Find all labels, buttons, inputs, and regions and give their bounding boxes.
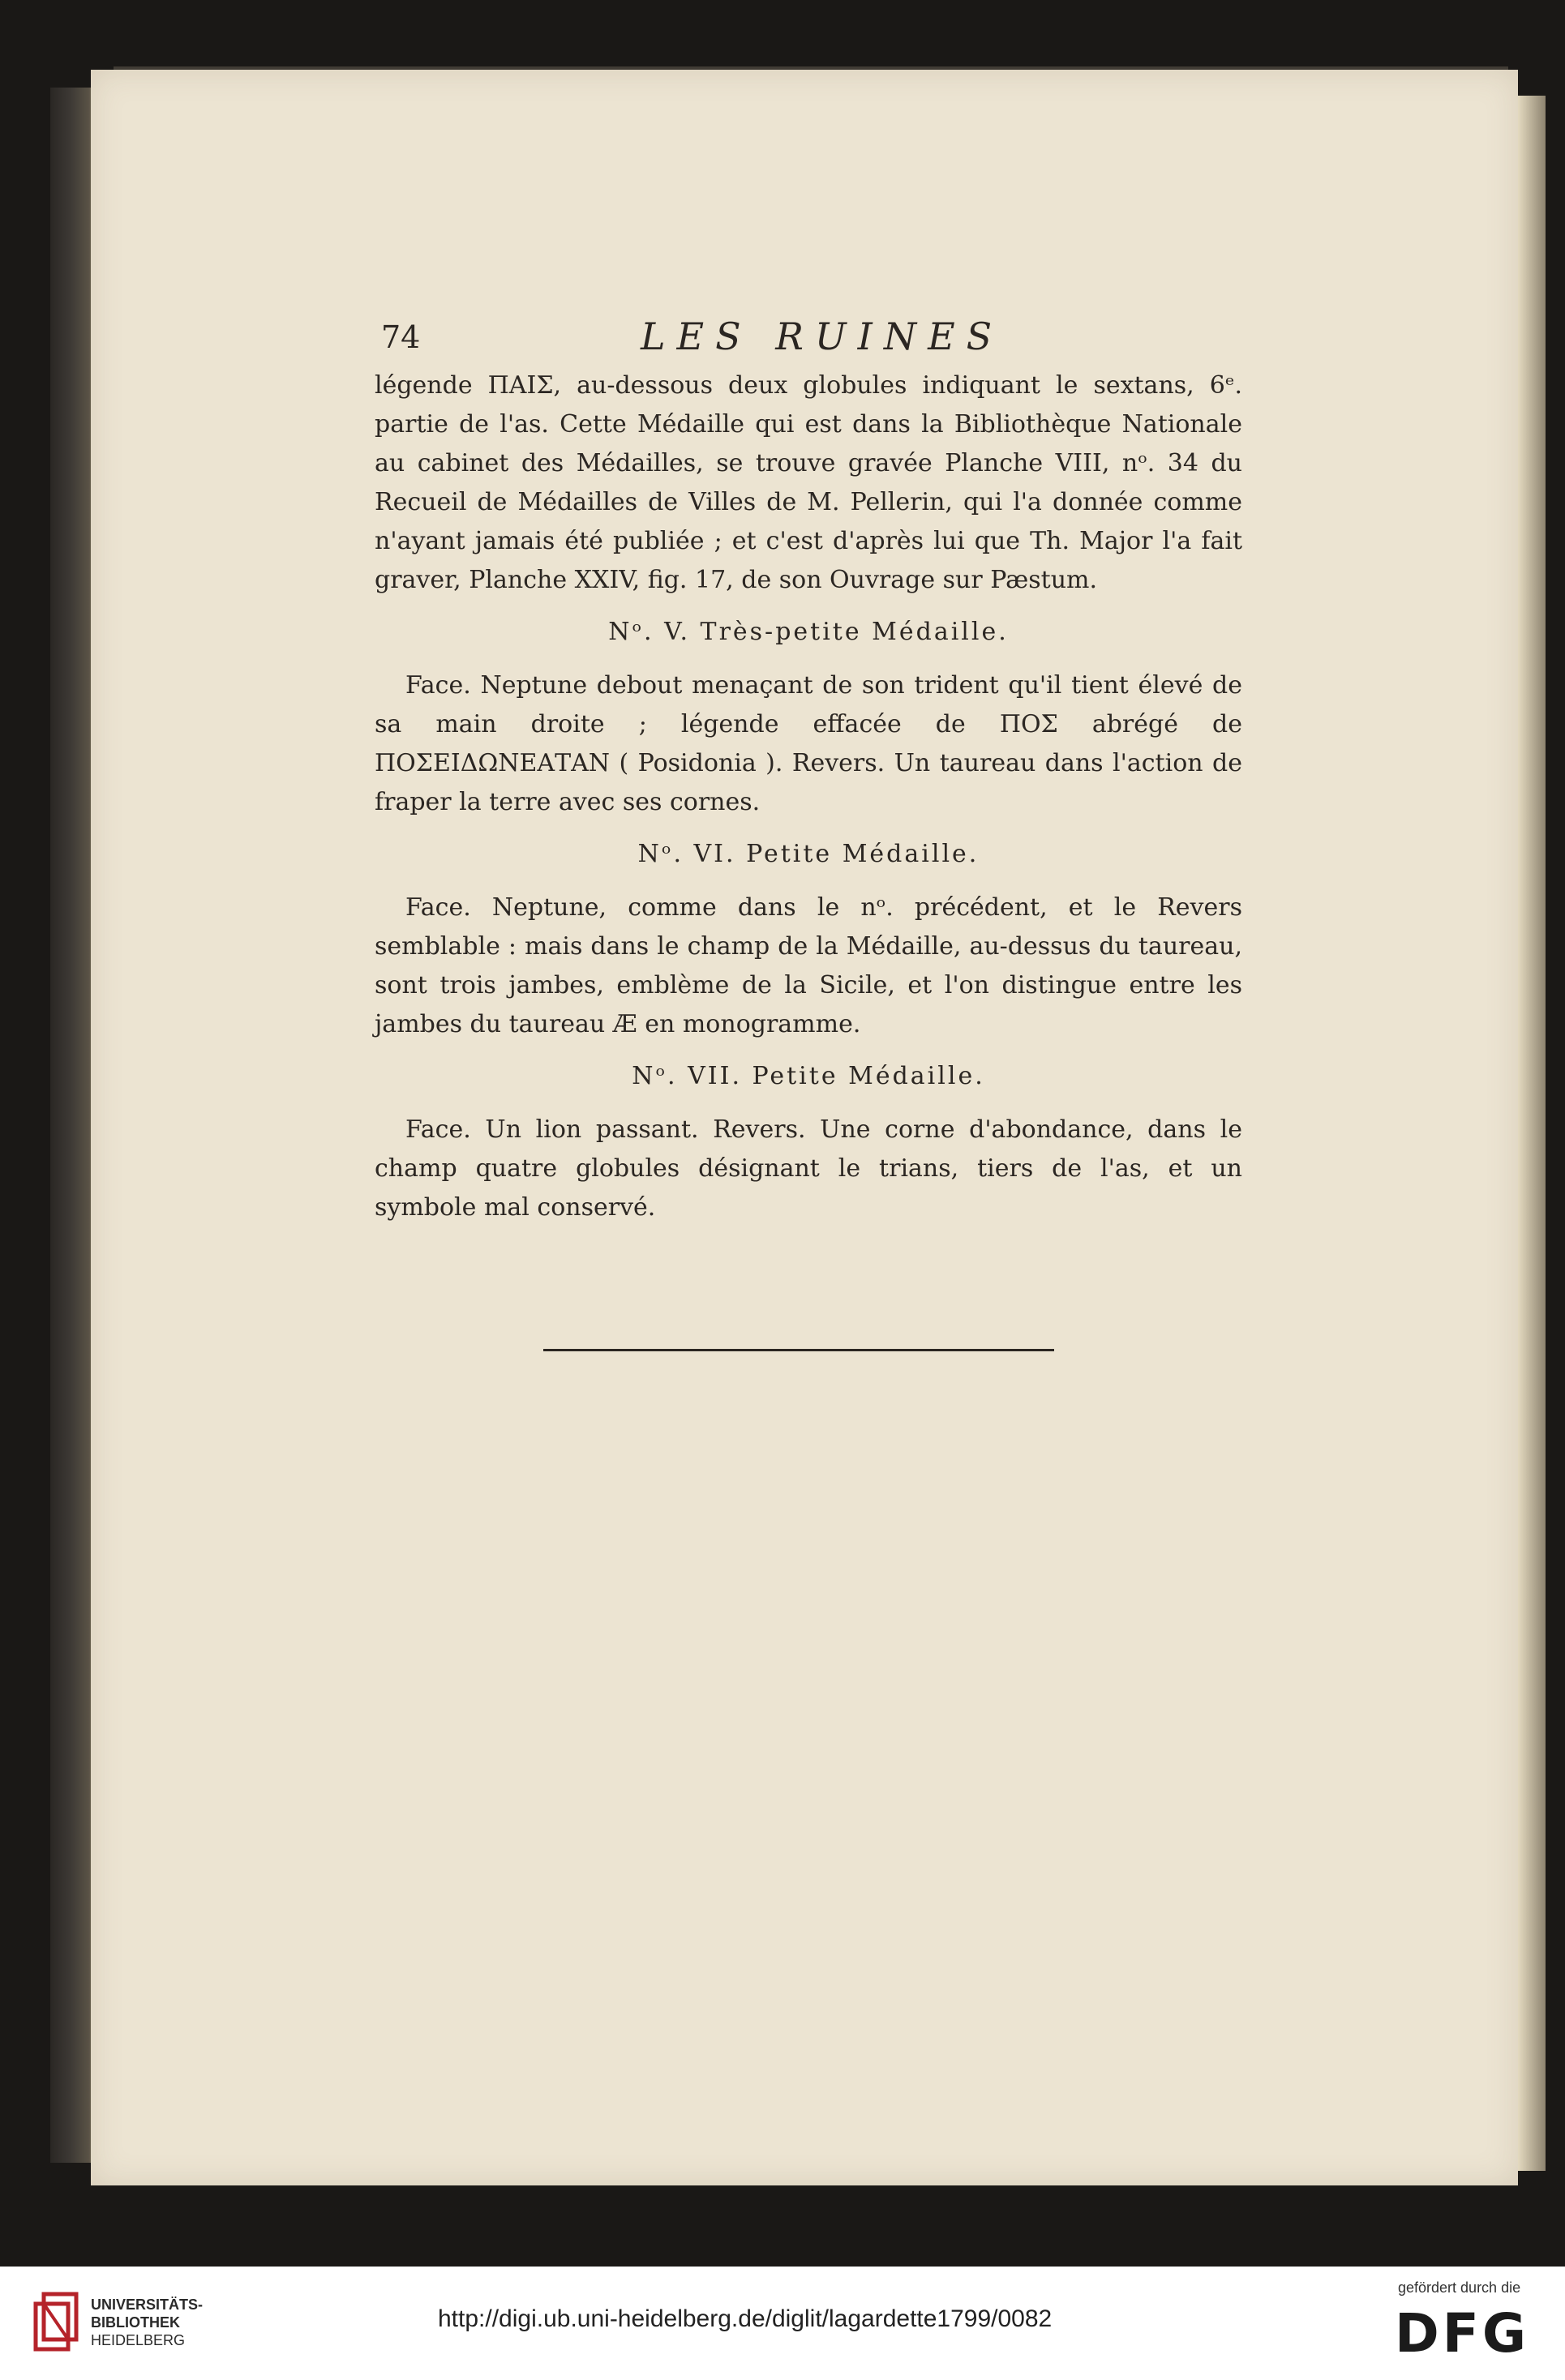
- running-head: [381, 315, 1257, 363]
- end-rule: [543, 1349, 1054, 1351]
- section-heading-v: Nᵒ. V. Très-petite Médaille.: [608, 618, 1009, 646]
- paragraph-medal-v: Face. Neptune debout menaçant de son trident qu'il tient élevé de sa main droite ; légende effacée de ΠΟΣ abrégé de ΠΟΣΕΙΔΩΝΕΑΤΑΝ ( Posidonia ). Revers. Un taureau dans l'action de fraper la terre avec ses cornes.: [375, 671, 1242, 816]
- library-logo-icon: [31, 2288, 81, 2354]
- paragraph-medal-vii: Face. Un lion passant. Revers. Une corne d'abondance, dans le champ quatre globules désignant le trians, tiers de l'as, et un symbole mal conservé.: [375, 1115, 1242, 1222]
- paragraph-continuation: légende ΠΑΙΣ, au-dessous deux globules indiquant le sextans, 6ᵉ. partie de l'as. Cette Médaille qui est dans la Bibliothèque Nationale au cabinet des Médailles, se trouve gravée Planche VIII, nᵒ. 34 du Recueil de Médailles de Villes de M. Pellerin, qui l'a donnée comme n'ayant jamais été publiée ; et c'est d'après lui que Th. Major l'a fait graver, Planche XXIV, fig. 17, de son Ouvrage sur Pæstum.: [375, 371, 1242, 594]
- running-title: LES RUINES: [641, 315, 1004, 358]
- dfg-logo: DFG: [1395, 2302, 1530, 2365]
- page-url-link[interactable]: http://digi.ub.uni-heidelberg.de/diglit/lagardette1799/0082: [438, 2305, 1053, 2332]
- sponsor-label: gefördert durch die: [1398, 2279, 1521, 2296]
- section-heading-vi: Nᵒ. VI. Petite Médaille.: [637, 840, 980, 868]
- section-heading-vii: Nᵒ. VII. Petite Médaille.: [632, 1062, 985, 1090]
- viewer-footer: [0, 2267, 1565, 2380]
- library-name: UNIVERSITÄTS- BIBLIOTHEK HEIDELBERG: [91, 2297, 204, 2348]
- page-number: 74: [381, 319, 421, 355]
- paragraph-medal-vi: Face. Neptune, comme dans le nᵒ. précédent, et le Revers semblable : mais dans le champ de la Médaille, au-dessus du taureau, sont trois jambes, emblème de la Sicile, et l'on distingue entre les jambes du taureau Æ en monogramme.: [375, 893, 1242, 1038]
- page-body: [375, 366, 1242, 1227]
